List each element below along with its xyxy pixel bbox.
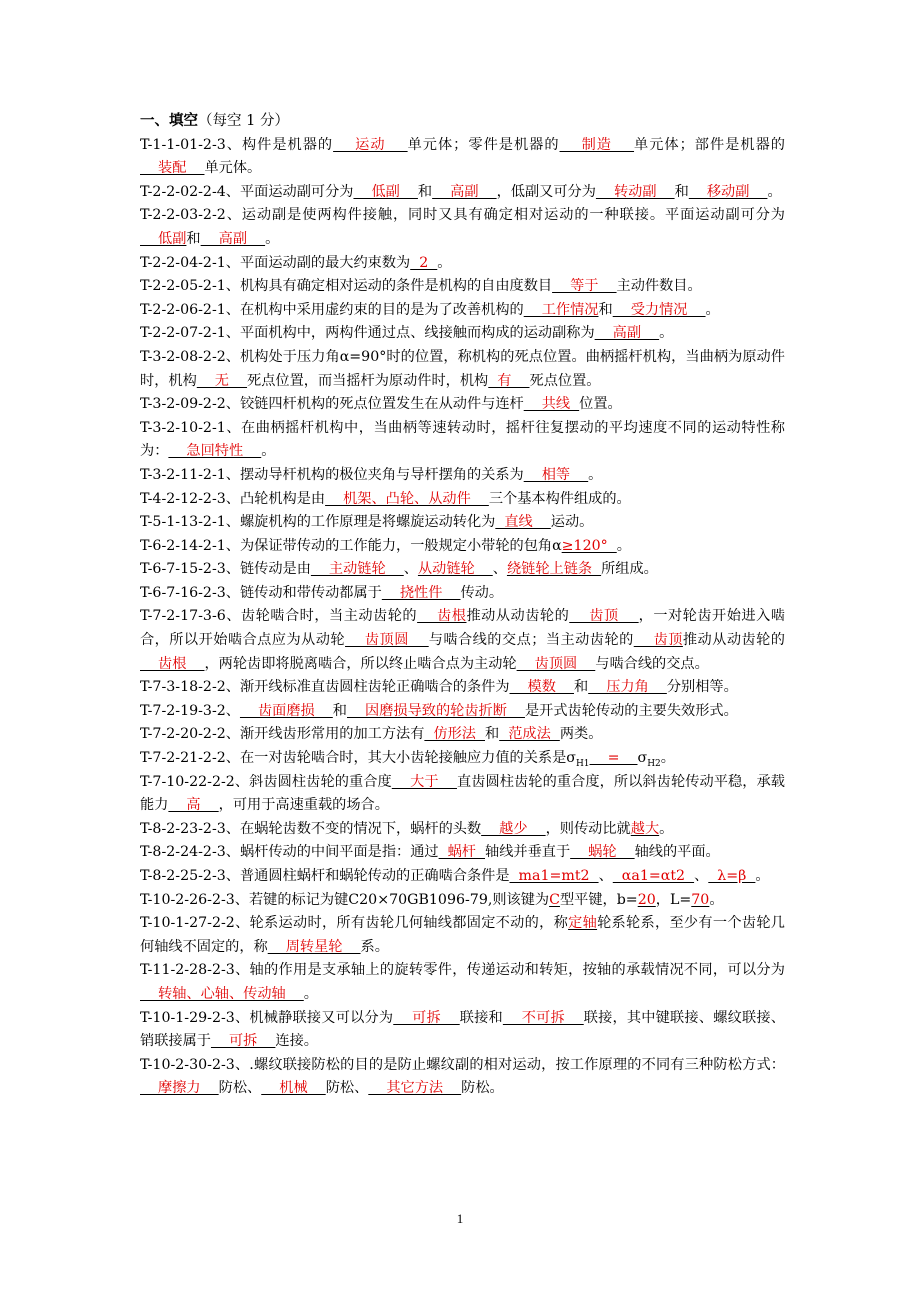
question-text: 推动从动齿轮的 bbox=[682, 632, 785, 649]
question-text: T-3-2-11-2-1、摆动导杆机构的极位夹角与导杆摆角的关系为 bbox=[140, 466, 524, 483]
answer-blank: 齿顶圆 bbox=[345, 632, 429, 649]
answer-blank: 工作情况 bbox=[523, 301, 599, 318]
question-text: 运动。 bbox=[550, 514, 594, 531]
question-text: T-2-2-04-2-1、平面运动副的最大约束数为 bbox=[140, 254, 411, 271]
question-text: 传动。 bbox=[460, 584, 504, 601]
question-text: 死点位置。 bbox=[529, 372, 601, 389]
answer-blank: 齿顶 bbox=[569, 608, 639, 625]
subscript: H1 bbox=[575, 758, 590, 769]
question-text: 与啮合线的交点。 bbox=[595, 655, 709, 672]
question-text: 防松、 bbox=[325, 1080, 369, 1097]
question-text: T-10-2-30-2-3、.螺纹联接防松的目的是防止螺纹副的相对运动，按工作原理的不同有三种防松方式： bbox=[140, 1056, 785, 1073]
question-text: T-3-2-10-2-1、在曲柄摇杆机构中，当曲柄等速转动时，摇杆往复摆动的平均速度不同的运动特性称为： bbox=[140, 419, 785, 460]
question-item bbox=[140, 700, 785, 724]
question-text: 。 bbox=[767, 183, 782, 200]
answer-blank: 2 bbox=[410, 254, 438, 271]
answer-blank: 移动副 bbox=[688, 183, 768, 200]
question-text: T-7-2-21-2-2、在一对齿轮啮合时，其大小齿轮接触应力值的关系是σ bbox=[140, 750, 576, 767]
question-text: 三个基本构件组成的。 bbox=[488, 490, 631, 507]
answer-blank: 高副 bbox=[594, 325, 660, 342]
question-text: 所组成。 bbox=[601, 561, 658, 578]
answer-blank: 齿顶 bbox=[633, 632, 683, 649]
question-text: T-2-2-05-2-1、机构具有确定相对运动的条件是机构的自由度数目 bbox=[140, 278, 553, 295]
question-item bbox=[140, 322, 785, 346]
question-item bbox=[140, 511, 785, 535]
question-text: 防松。 bbox=[461, 1080, 504, 1097]
answer-blank: 有 bbox=[488, 372, 530, 389]
answer-blank: 受力情况 bbox=[612, 301, 706, 318]
answer-blank: 高副 bbox=[432, 183, 497, 200]
question-text: 联接，其中键联接、螺纹联接、销联接属于 bbox=[140, 1009, 785, 1050]
answer-blank: C bbox=[549, 891, 560, 908]
question-text: 系。 bbox=[360, 938, 389, 955]
answer-blank: λ=β bbox=[708, 868, 756, 884]
answer-blank: 范成法 bbox=[499, 726, 560, 743]
question-item bbox=[140, 747, 785, 771]
question-text: T-7-2-17-3-6、齿轮啮合时，当主动齿轮的 bbox=[140, 608, 418, 625]
question-item bbox=[140, 818, 785, 842]
question-text: T-3-2-08-2-2、机构处于压力角α=90°时的位置，称机构的死点位置。曲柄摇杆机构，当曲柄为原动件时，机构 bbox=[140, 348, 785, 389]
answer-blank: 蜗杆 bbox=[438, 844, 485, 861]
question-item bbox=[140, 1054, 785, 1101]
question-text: T-5-1-13-2-1、螺旋机构的工作原理是将螺旋运动转化为 bbox=[140, 514, 496, 531]
question-text: 直齿圆柱齿轮的重合度，所以斜齿轮传动平稳，承载能力 bbox=[140, 773, 785, 814]
answer-blank: 齿根 bbox=[140, 655, 205, 672]
question-text: 型平键，b= bbox=[559, 891, 638, 908]
question-text: T-7-3-18-2-2、渐开线标准直齿圆柱齿轮正确啮合的条件为 bbox=[140, 679, 510, 696]
question-text: T-7-2-20-2-2、渐开线齿形常用的加工方法有 bbox=[140, 726, 425, 743]
question-item bbox=[140, 134, 785, 181]
question-item bbox=[140, 275, 785, 299]
question-text: T-2-2-06-2-1、在机构中采用虚约束的目的是为了改善机构的 bbox=[140, 301, 524, 318]
question-text: T-2-2-02-2-4、平面运动副可分为 bbox=[140, 183, 354, 200]
question-item bbox=[140, 912, 785, 959]
question-text: T-7-2-19-3-2、 bbox=[140, 702, 240, 719]
question-text: ，可用于高速重载的场合。 bbox=[218, 797, 389, 814]
question-item bbox=[140, 582, 785, 606]
section-title: 一、填空 bbox=[140, 113, 198, 129]
question-item bbox=[140, 558, 785, 582]
question-text: 。 bbox=[659, 820, 674, 837]
question-text: ，低副又可分为 bbox=[496, 183, 596, 200]
question-text: 。 bbox=[265, 230, 280, 247]
answer-blank: 急回特性 bbox=[168, 443, 262, 460]
question-text: T-6-7-16-2-3、链传动和带传动都属于 bbox=[140, 584, 382, 601]
question-text: T-1-1-01-2-3、构件是机器的 bbox=[140, 136, 334, 153]
question-text: 单元体。 bbox=[204, 160, 262, 177]
answer-blank: ≥120° bbox=[561, 537, 617, 554]
answer-blank: = bbox=[589, 750, 638, 767]
answer-blank: 转轴、心轴、传动轴 bbox=[140, 985, 304, 1002]
question-text: 与啮合线的交点；当主动齿轮的 bbox=[428, 632, 634, 649]
page-number: 1 bbox=[456, 1211, 464, 1226]
question-item bbox=[140, 181, 785, 205]
question-text: 。 bbox=[303, 985, 318, 1002]
question-text: T-8-2-25-2-3、普通圆柱蜗杆和蜗轮传动的正确啮合条件是 bbox=[140, 868, 510, 884]
question-text: T-11-2-28-2-3、轴的作用是支承轴上的旋转零件，传递运动和转矩，按轴的承载情况不同，可以分为 bbox=[140, 962, 785, 979]
question-text: T-6-2-14-2-1、为保证带传动的工作能力，一般规定小带轮的包角α bbox=[140, 537, 562, 554]
question-text: 。 bbox=[616, 537, 631, 554]
question-text: ，则传动比就 bbox=[545, 820, 631, 837]
question-list bbox=[140, 134, 785, 1101]
question-text: 、 bbox=[403, 561, 418, 578]
question-text: T-6-7-15-2-3、链传动是由 bbox=[140, 561, 311, 578]
question-text: 、 bbox=[598, 868, 613, 884]
answer-blank: 共线 bbox=[523, 396, 580, 413]
question-item bbox=[140, 605, 785, 676]
question-text: ，一对轮齿开始进入啮合，所以开始啮合点应为从动轮 bbox=[140, 608, 785, 649]
question-text: 。 bbox=[709, 891, 724, 908]
question-item bbox=[140, 464, 785, 488]
question-text: 。 bbox=[705, 301, 720, 318]
question-text: 单元体；零件是机器的 bbox=[407, 136, 560, 153]
answer-blank: 机架、凸轮、从动件 bbox=[325, 490, 489, 507]
answer-blank: αa1=αt2 bbox=[612, 868, 695, 884]
question-text: 防松、 bbox=[218, 1080, 262, 1097]
question-text: 。 bbox=[437, 254, 452, 271]
answer-blank: 等于 bbox=[552, 278, 617, 295]
question-text: 。 bbox=[261, 443, 276, 460]
answer-blank: 70 bbox=[691, 891, 710, 908]
question-item bbox=[140, 889, 785, 913]
answer-blank: 相等 bbox=[523, 466, 589, 483]
answer-blank: 高 bbox=[168, 797, 219, 814]
answer-blank: 制造 bbox=[559, 136, 635, 153]
question-text: 、 bbox=[694, 868, 709, 884]
answer-blank: 可拆 bbox=[393, 1009, 460, 1026]
question-text: ，L= bbox=[655, 891, 692, 908]
answer-blank: 无 bbox=[196, 372, 248, 389]
answer-blank: 摩擦力 bbox=[140, 1080, 219, 1097]
question-text: 连接。 bbox=[275, 1033, 318, 1050]
question-item bbox=[140, 417, 785, 464]
answer-blank: 低副 bbox=[353, 183, 418, 200]
answer-blank: ma1=mt2 bbox=[509, 868, 599, 884]
answer-blank: 直线 bbox=[495, 514, 551, 531]
question-text: 轮系轮系，至少有一个齿轮几何轴线不固定的，称 bbox=[140, 915, 785, 955]
answer-blank: 模数 bbox=[509, 679, 574, 696]
question-item bbox=[140, 959, 785, 1006]
answer-blank: 不可拆 bbox=[502, 1009, 584, 1026]
question-item bbox=[140, 535, 785, 559]
question-text: 。 bbox=[660, 750, 675, 767]
question-item bbox=[140, 488, 785, 512]
question-text: σ bbox=[637, 750, 648, 767]
answer-blank: 挠性件 bbox=[381, 584, 461, 601]
answer-blank: 大于 bbox=[391, 773, 457, 790]
question-text: T-10-1-27-2-2、轮系运动时，所有齿轮几何轴线都固定不动的，称 bbox=[140, 915, 569, 932]
question-text: 和 bbox=[598, 301, 613, 318]
question-item bbox=[140, 252, 785, 276]
question-text: T-8-2-24-2-3、蜗杆传动的中间平面是指：通过 bbox=[140, 844, 439, 861]
answer-blank: 机械 bbox=[261, 1080, 326, 1097]
answer-blank: 齿顶圆 bbox=[516, 655, 596, 672]
question-item bbox=[140, 1007, 785, 1054]
question-text: T-8-2-23-2-3、在蜗轮齿数不变的情况下，蜗杆的头数 bbox=[140, 820, 482, 837]
question-text: 、 bbox=[492, 561, 507, 578]
question-text: 单元体；部件是机器的 bbox=[634, 136, 785, 153]
subscript: H2 bbox=[647, 758, 661, 769]
answer-blank: 周转星轮 bbox=[267, 938, 361, 955]
answer-blank: 因磨损导致的轮齿折断 bbox=[347, 702, 525, 719]
question-text: T-7-10-22-2-2、斜齿圆柱齿轮的重合度 bbox=[140, 773, 392, 790]
question-text: T-10-1-29-2-3、机械静联接又可以分为 bbox=[140, 1009, 394, 1026]
question-item bbox=[140, 841, 785, 865]
answer-blank: 装配 bbox=[140, 160, 205, 177]
question-text: 和 bbox=[186, 230, 201, 247]
answer-blank: 压力角 bbox=[588, 679, 667, 696]
section-heading bbox=[140, 110, 785, 134]
question-text: 和 bbox=[674, 183, 689, 200]
answer-blank: 其它方法 bbox=[368, 1080, 462, 1097]
question-text: 推动从动齿轮的 bbox=[466, 608, 570, 625]
question-text: T-2-2-07-2-1、平面机构中，两构件通过点、线接触而构成的运动副称为 bbox=[140, 325, 595, 342]
question-text: 。 bbox=[755, 868, 770, 884]
question-text: 轴线并垂直于 bbox=[485, 844, 571, 861]
question-text: 主动件数目。 bbox=[616, 278, 702, 295]
page-content bbox=[140, 110, 785, 1101]
question-text: 和 bbox=[417, 183, 433, 200]
question-text: 分别相等。 bbox=[666, 679, 738, 696]
question-item bbox=[140, 676, 785, 700]
answer-blank: 20 bbox=[637, 891, 656, 908]
question-text: 。 bbox=[659, 325, 674, 342]
answer-blank: 低副 bbox=[140, 230, 187, 247]
answer-blank: 从动链轮 bbox=[417, 561, 493, 578]
answer-blank: 主动链轮 bbox=[310, 561, 404, 578]
section-score-note: （每空 1 分） bbox=[198, 113, 289, 129]
question-text: 。 bbox=[588, 466, 603, 483]
question-text: T-3-2-09-2-2、铰链四杆机构的死点位置发生在从动件与连杆 bbox=[140, 396, 524, 413]
question-text: ，两轮齿即将脱离啮合，所以终止啮合点为主动轮 bbox=[204, 655, 517, 672]
question-text: T-2-2-03-2-2、运动副是使两构件接触，同时又具有确定相对运动的一种联接。平面运动副可分为 bbox=[140, 207, 785, 224]
answer-blank: 仿形法 bbox=[424, 726, 485, 743]
question-text: T-10-2-26-2-3、若键的标记为键C20×70GB1096-79,则该键为 bbox=[140, 891, 550, 908]
answer-blank: 越大 bbox=[630, 820, 660, 837]
question-text: 位置。 bbox=[579, 396, 622, 413]
answer-blank: 蜗轮 bbox=[570, 844, 635, 861]
question-item bbox=[140, 346, 785, 393]
question-text: 轴线的平面。 bbox=[634, 844, 720, 861]
answer-blank: 定轴 bbox=[568, 915, 598, 932]
answer-blank: 可拆 bbox=[210, 1033, 276, 1050]
question-text: 和 bbox=[332, 702, 347, 719]
question-text: 和 bbox=[573, 679, 589, 696]
answer-blank: 绕链轮上链条 bbox=[506, 561, 602, 578]
question-item bbox=[140, 865, 785, 889]
answer-blank: 齿根 bbox=[417, 608, 467, 625]
question-text: 是开式齿轮传动的主要失效形式。 bbox=[524, 702, 738, 719]
question-item bbox=[140, 299, 785, 323]
question-text: 联接和 bbox=[459, 1009, 503, 1026]
answer-blank: 转动副 bbox=[595, 183, 675, 200]
question-text: 死点位置，而当摇杆为原动件时，机构 bbox=[247, 372, 489, 389]
question-item bbox=[140, 771, 785, 818]
answer-blank: 齿面磨损 bbox=[239, 702, 333, 719]
answer-blank: 越少 bbox=[481, 820, 546, 837]
question-text: 两类。 bbox=[559, 726, 603, 743]
question-item bbox=[140, 393, 785, 417]
question-item bbox=[140, 723, 785, 747]
question-text: T-4-2-12-2-3、凸轮机构是由 bbox=[140, 490, 326, 507]
question-text: 和 bbox=[485, 726, 500, 743]
question-item bbox=[140, 204, 785, 251]
answer-blank: 运动 bbox=[333, 136, 408, 153]
answer-blank: 高副 bbox=[200, 230, 266, 247]
